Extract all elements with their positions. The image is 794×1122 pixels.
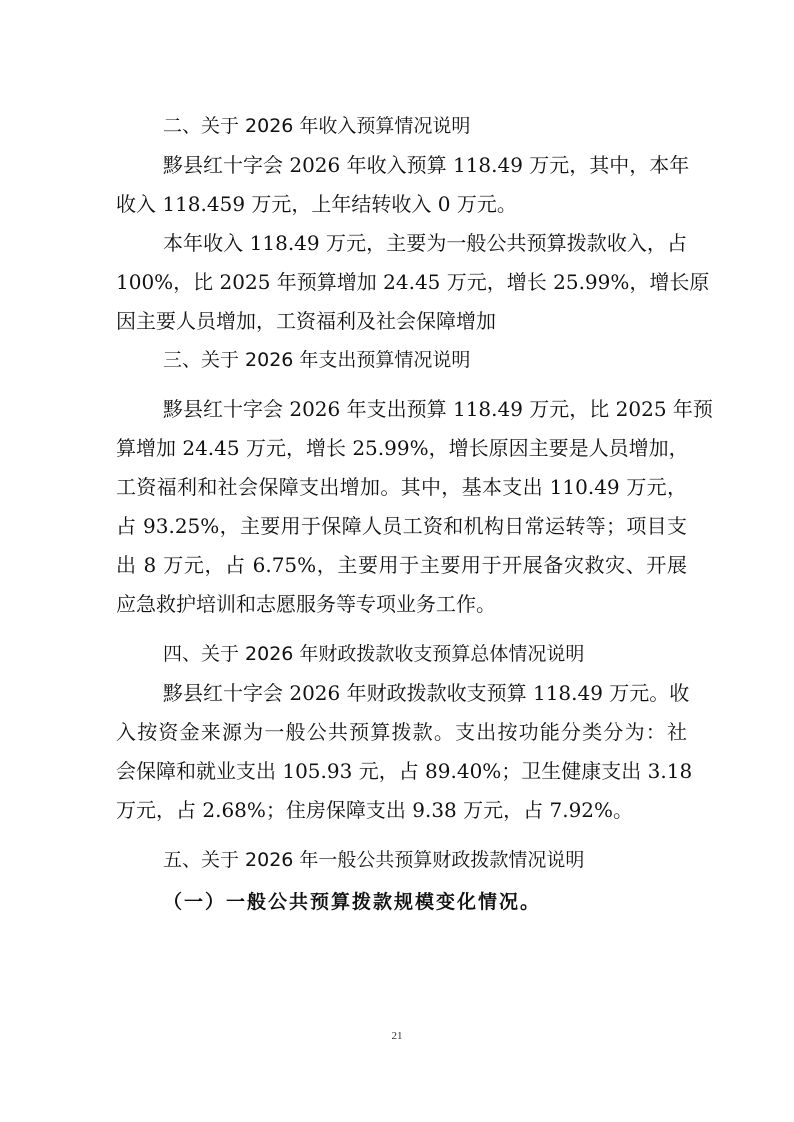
paragraph-line: 收入 118.459 万元，上年结转收入 0 万元。: [116, 192, 517, 216]
paragraph-line: 应急救护培训和志愿服务等专项业务工作。: [116, 592, 496, 616]
subsection-heading: （一）一般公共预算拨款规模变化情况。: [163, 891, 542, 913]
section-heading-fiscal-overview: 四、关于 2026 年财政拨款收支预算总体情况说明: [163, 643, 585, 665]
paragraph-line: 万元，占 2.68%；住房保障支出 9.38 万元，占 7.92%。: [116, 798, 634, 822]
paragraph-line: 出 8 万元，占 6.75%，主要用于主要用于开展备灾救灾、开展: [116, 553, 687, 577]
paragraph-line: 占 93.25%，主要用于保障人员工资和机构日常运转等；项目支: [116, 514, 687, 538]
paragraph-line: 因主要人员增加，工资福利及社会保障增加: [116, 309, 496, 333]
paragraph-line: 100%，比 2025 年预算增加 24.45 万元，增长 25.99%，增长原: [116, 270, 710, 294]
paragraph-line: 本年收入 118.49 万元，主要为一般公共预算拨款收入，占: [163, 231, 687, 255]
paragraph-line: 工资福利和社会保障支出增加。其中，基本支出 110.49 万元，: [116, 475, 687, 499]
section-heading-income: 二、关于 2026 年收入预算情况说明: [163, 115, 471, 137]
paragraph-line: 黟县红十字会 2026 年收入预算 118.49 万元，其中，本年: [163, 153, 690, 177]
paragraph-line: 黟县红十字会 2026 年财政拨款收支预算 118.49 万元。收: [163, 681, 690, 705]
paragraph-line: 入按资金来源为一般公共预算拨款。支出按功能分类分为：社: [116, 720, 687, 744]
page-number: 21: [391, 1030, 403, 1042]
paragraph-line: 黟县红十字会 2026 年支出预算 118.49 万元，比 2025 年预: [163, 397, 713, 421]
section-heading-general-budget: 五、关于 2026 年一般公共预算财政拨款情况说明: [163, 849, 585, 871]
paragraph-line: 会保障和就业支出 105.93 元，占 89.40%；卫生健康支出 3.18: [116, 759, 693, 783]
paragraph-line: 算增加 24.45 万元，增长 25.99%，增长原因主要是人员增加，: [116, 436, 689, 460]
section-heading-expenditure: 三、关于 2026 年支出预算情况说明: [163, 349, 471, 371]
